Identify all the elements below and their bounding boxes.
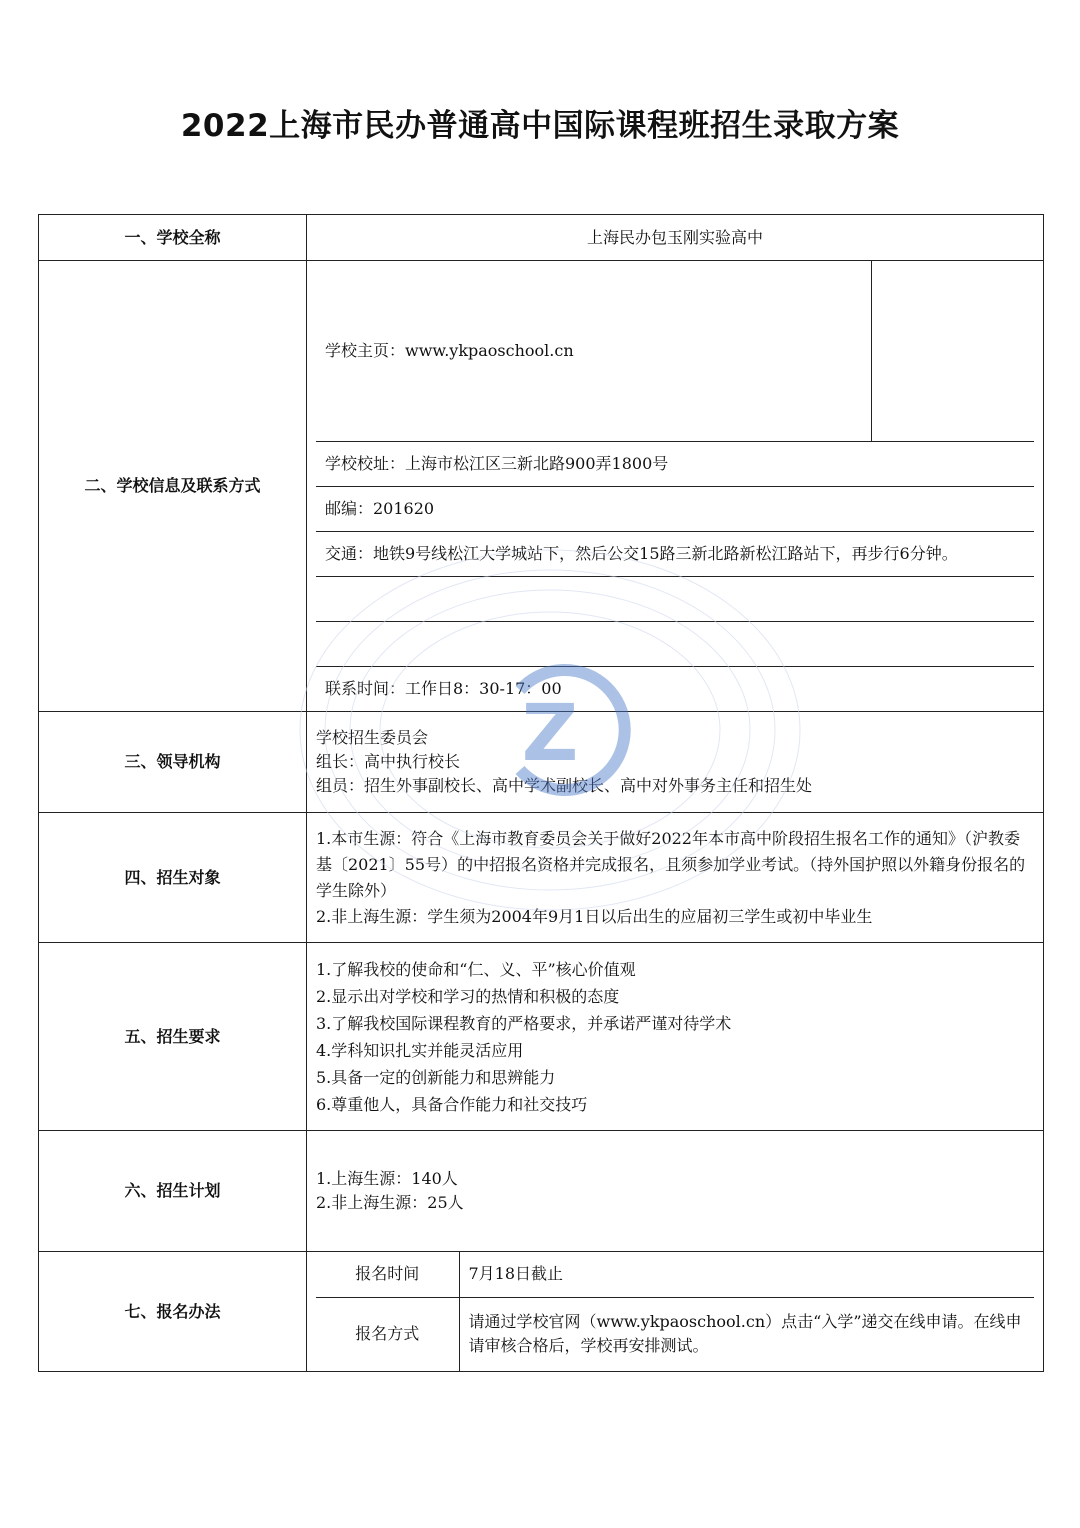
postcode-text: 邮编：201620: [316, 486, 1034, 531]
requirement-item: 4.学科知识扎实并能灵活应用: [316, 1040, 524, 1060]
plan-item: 1.上海生源：140人: [316, 1169, 458, 1188]
school-info-cell: [307, 261, 1044, 712]
leadership-line: 组长：高中执行校长: [316, 752, 461, 771]
blank-row-2: [316, 621, 1034, 666]
requirement-item: 3.了解我校国际课程教育的严格要求，并承诺严谨对待学术: [316, 1013, 732, 1033]
row-requirements: [39, 943, 1044, 1131]
label-requirements: 五、招生要求: [39, 943, 307, 1131]
registration-method-label: 报名方式: [316, 1297, 459, 1371]
leadership-content: [307, 712, 1044, 813]
homepage-side-blank: [871, 261, 1034, 441]
homepage-text: 学校主页：www.ykpaoschool.cn: [316, 261, 871, 441]
row-school-name: [39, 215, 1044, 261]
registration-subtable: [316, 1252, 1034, 1371]
row-registration: [39, 1252, 1044, 1372]
requirements-content: [307, 943, 1044, 1131]
label-plan: 六、招生计划: [39, 1131, 307, 1252]
label-school-info: 二、学校信息及联系方式: [39, 261, 307, 712]
requirement-item: 5.具备一定的创新能力和思辨能力: [316, 1067, 556, 1087]
targets-line: 2.非上海生源：学生须为2004年9月1日以后出生的应届初三学生或初中毕业生: [316, 906, 873, 926]
blank-row-1: [316, 576, 1034, 621]
registration-cell: [307, 1252, 1044, 1372]
address-text: 学校校址：上海市松江区三新北路900弄1800号: [316, 441, 1034, 486]
registration-time-label: 报名时间: [316, 1252, 459, 1297]
targets-content: [307, 813, 1044, 943]
requirement-item: 6.尊重他人，具备合作能力和社交技巧: [316, 1094, 588, 1114]
row-plan: [39, 1131, 1044, 1252]
targets-line: 1.本市生源：符合《上海市教育委员会关于做好2022年本市高中阶段招生报名工作的通知》（沪教委基〔2021〕55号）的中招报名资格并完成报名，且须参加学业考试。（持外国护照以外籍身份报名的学生除外）: [316, 828, 1026, 900]
admission-table: [38, 214, 1044, 1372]
label-school-name: 一、学校全称: [39, 215, 307, 261]
school-name-value: 上海民办包玉刚实验高中: [307, 215, 1044, 261]
row-leadership: [39, 712, 1044, 813]
requirement-item: 1.了解我校的使命和“仁、义、平”核心价值观: [316, 959, 636, 979]
svg-text:Z: Z: [521, 689, 579, 779]
requirement-item: 2.显示出对学校和学习的热情和积极的态度: [316, 986, 620, 1006]
transport-text: 交通：地铁9号线松江大学城站下，然后公交15路三新北路新松江路站下，再步行6分钟。: [316, 531, 1034, 576]
leadership-line: 组员：招生外事副校长、高中学术副校长、高中对外事务主任和招生处: [316, 776, 813, 795]
label-registration: 七、报名办法: [39, 1252, 307, 1372]
school-info-subtable: [316, 261, 1034, 711]
plan-item: 2.非上海生源：25人: [316, 1193, 464, 1212]
label-targets: 四、招生对象: [39, 813, 307, 943]
label-leadership: 三、领导机构: [39, 712, 307, 813]
contact-hours-text: 联系时间：工作日8：30-17：00: [316, 666, 1034, 711]
plan-content: [307, 1131, 1044, 1252]
registration-method-value: 请通过学校官网（www.ykpaoschool.cn）点击“入学”递交在线申请。在线申请审核合格后，学校再安排测试。: [459, 1297, 1034, 1371]
row-targets: [39, 813, 1044, 943]
leadership-line: 学校招生委员会: [316, 728, 429, 747]
row-school-info: [39, 261, 1044, 712]
registration-time-value: 7月18日截止: [468, 1264, 564, 1284]
page-title: 2022上海市民办普通高中国际课程班招生录取方案: [180, 108, 900, 144]
